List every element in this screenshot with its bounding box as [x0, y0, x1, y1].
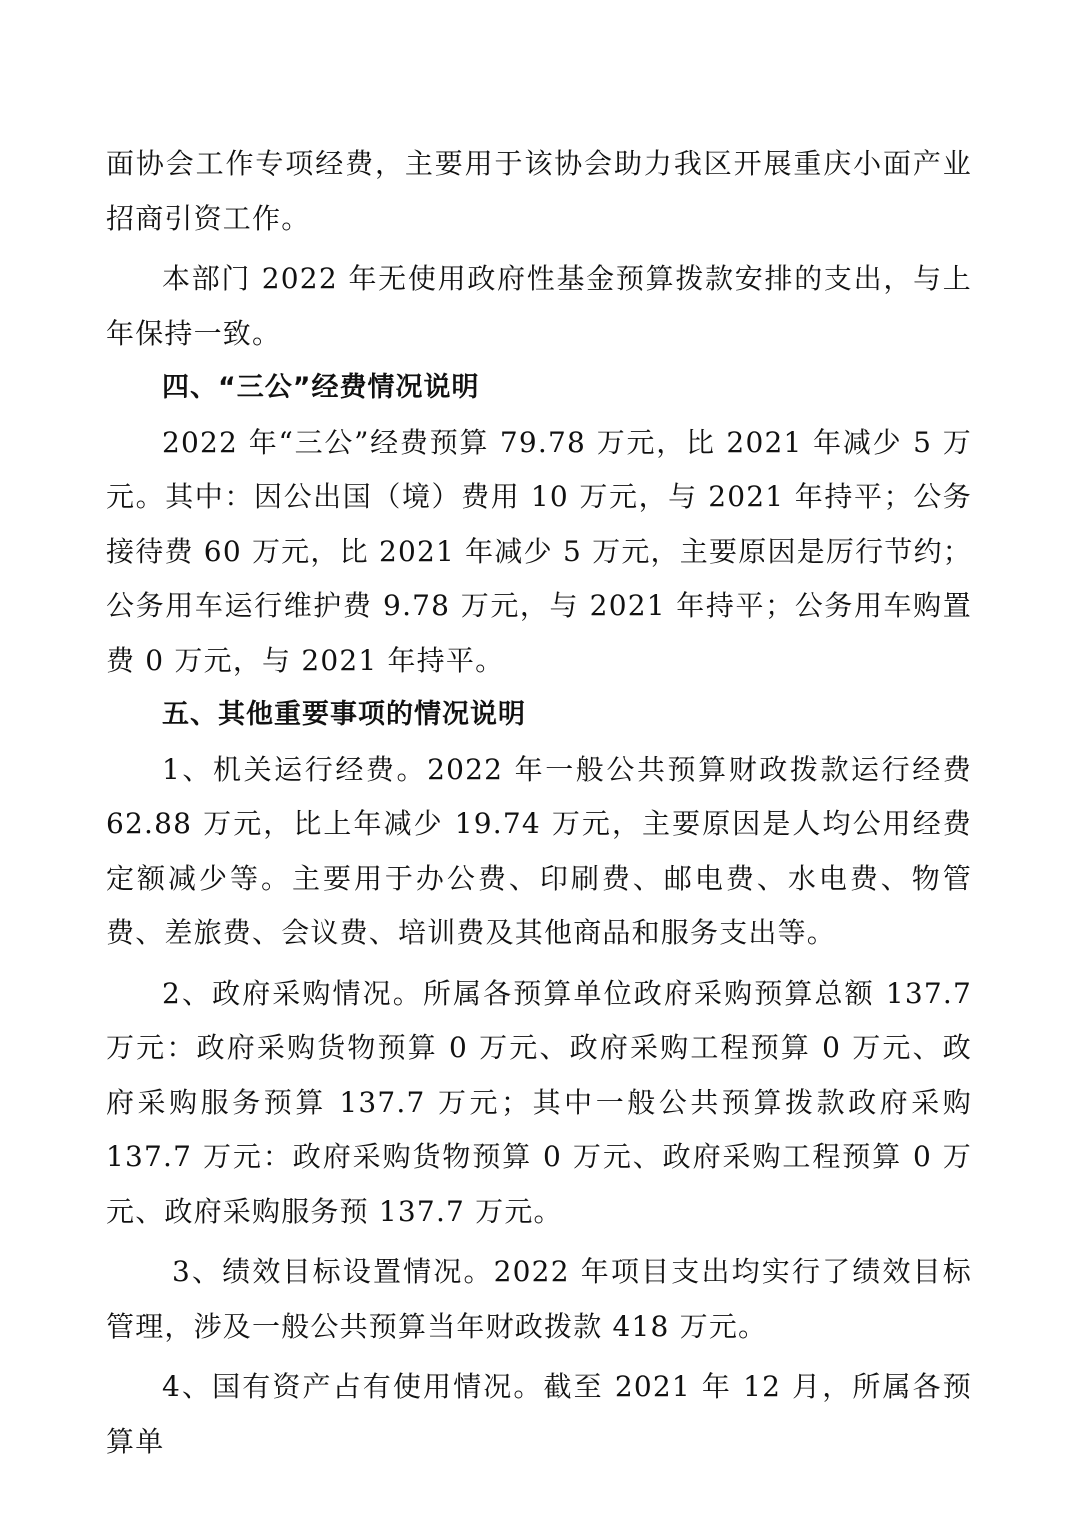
paragraph-government-procurement: 2、政府采购情况。所属各预算单位政府采购预算总额 137.7 万元：政府采购货物预算 0 万元、政府采购工程预算 0 万元、政府采购服务预算 137.7 万元；其中一般公共预算拨款政府采购 137.7 万元：政府采购货物预算 0 万元、政府采购工程预算 0 万元、政府采购服务预 137.7 万元。 — [106, 976, 972, 1228]
section-heading-three-public: 四、“三公”经费情况说明 — [162, 372, 480, 403]
paragraph-operating-expenses: 1、机关运行经费。2022 年一般公共预算财政拨款运行经费 62.88 万元，比上年减少 19.74 万元，主要原因是人均公用经费定额减少等。主要用于办公费、印刷费、邮电费、水电费、物管费、差旅费、会议费、培训费及其他商品和服务支出等。 — [106, 752, 972, 949]
paragraph-three-public-expenses: 2022 年“三公”经费预算 79.78 万元，比 2021 年减少 5 万元。其中：因公出国（境）费用 10 万元，与 2021 年持平；公务接待费 60 万元，比 2021 年减少 5 万元，主要原因是厉行节约；公务用车运行维护费 9.78 万元，与 2021 年持平；公务用车购置费 0 万元，与 2021 年持平。 — [106, 425, 972, 677]
document-body — [106, 137, 972, 1469]
paragraph-performance-targets: 3、绩效目标设置情况。2022 年项目支出均实行了绩效目标管理，涉及一般公共预算当年财政拨款 418 万元。 — [106, 1255, 972, 1343]
section-heading-other-matters: 五、其他重要事项的情况说明 — [162, 699, 526, 730]
paragraph-special-fund: 面协会工作专项经费，主要用于该协会助力我区开展重庆小面产业招商引资工作。 — [106, 147, 972, 235]
paragraph-government-fund: 本部门 2022 年无使用政府性基金预算拨款安排的支出，与上年保持一致。 — [106, 262, 972, 350]
paragraph-state-assets: 4、国有资产占有使用情况。截至 2021 年 12 月，所属各预算单 — [106, 1370, 972, 1458]
